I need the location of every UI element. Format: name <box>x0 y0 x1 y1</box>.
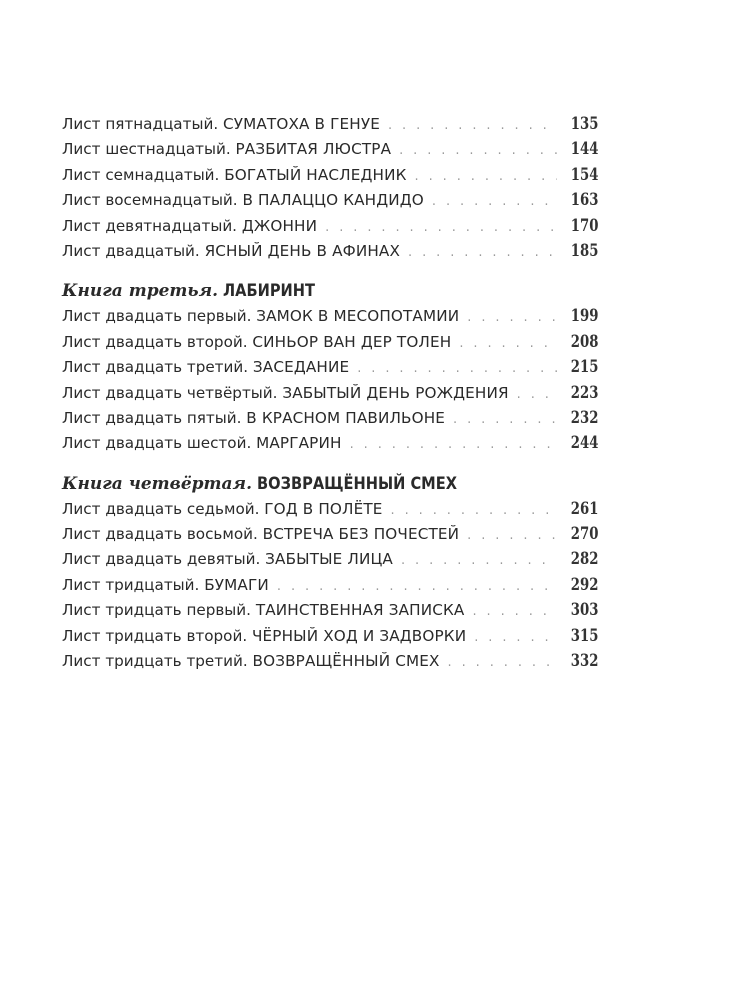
toc-entry <box>62 624 598 649</box>
toc-entry <box>62 304 598 329</box>
entry-page-number: 270 <box>570 524 598 545</box>
dot-leader <box>467 305 556 330</box>
entry-page-number: 208 <box>570 331 598 352</box>
toc-section <box>62 471 598 675</box>
dot-leader <box>453 407 556 432</box>
entry-title: МАРГАРИН <box>256 434 342 453</box>
entry-prefix: Лист тридцать третий. <box>62 652 248 671</box>
entry-title: В КРАСНОМ ПАВИЛЬОНЕ <box>246 408 446 427</box>
entry-page-number: 292 <box>570 574 598 595</box>
dot-leader <box>325 215 556 240</box>
toc-entry <box>62 137 598 162</box>
dot-leader <box>467 523 556 548</box>
dot-leader <box>399 138 556 163</box>
book-heading <box>62 278 598 304</box>
toc-entry <box>62 598 598 623</box>
entry-prefix: Лист тридцать второй. <box>62 626 248 645</box>
entry-prefix: Лист двадцать восьмой. <box>62 525 258 544</box>
entry-prefix: Лист двадцать четвёртый. <box>62 383 278 402</box>
dot-leader <box>459 331 556 356</box>
dot-leader <box>472 599 556 624</box>
toc-entry <box>62 406 598 431</box>
entry-page-number: 332 <box>570 651 598 672</box>
entry-title: ВСТРЕЧА БЕЗ ПОЧЕСТЕЙ <box>262 525 460 544</box>
entry-title: РАЗБИТАЯ ЛЮСТРА <box>235 140 392 159</box>
toc-section <box>62 112 598 264</box>
entry-page-number: 163 <box>570 190 598 211</box>
entry-page-number: 144 <box>570 139 598 160</box>
entry-prefix: Лист тридцать первый. <box>62 601 251 620</box>
entry-page-number: 170 <box>570 215 598 236</box>
toc-entry <box>62 188 598 213</box>
table-of-contents <box>62 112 598 674</box>
toc-entry <box>62 573 598 598</box>
entry-prefix: Лист семнадцатый. <box>62 165 220 184</box>
entry-prefix: Лист двадцать второй. <box>62 332 248 351</box>
entry-title: ЗАМОК В МЕСОПОТАМИИ <box>256 307 460 326</box>
entry-page-number: 185 <box>570 240 598 261</box>
entry-title: ГОД В ПОЛЁТЕ <box>264 499 383 518</box>
dot-leader <box>448 650 557 675</box>
entry-page-number: 282 <box>570 549 598 570</box>
dot-leader <box>277 574 557 599</box>
dot-leader <box>474 625 556 650</box>
dot-leader <box>388 113 557 138</box>
dot-leader <box>350 432 557 457</box>
dot-leader <box>391 498 557 523</box>
entry-title: ЧЁРНЫЙ ХОД И ЗАДВОРКИ <box>252 626 467 645</box>
entry-page-number: 215 <box>570 357 598 378</box>
entry-prefix: Лист двадцатый. <box>62 241 200 260</box>
entry-title: СИНЬОР ВАН ДЕР ТОЛЕН <box>252 332 452 351</box>
entry-prefix: Лист девятнадцатый. <box>62 216 238 235</box>
entry-page-number: 232 <box>570 407 598 428</box>
entry-title: ЗАБЫТЫЕ ЛИЦА <box>265 550 393 569</box>
entry-title: БОГАТЫЙ НАСЛЕДНИК <box>224 165 407 184</box>
dot-leader <box>401 548 557 573</box>
toc-entry <box>62 649 598 674</box>
entry-page-number: 315 <box>570 625 598 646</box>
toc-entry <box>62 239 598 264</box>
entry-page-number: 154 <box>570 164 598 185</box>
dot-leader <box>408 240 556 265</box>
entry-prefix: Лист двадцать девятый. <box>62 550 261 569</box>
entry-prefix: Лист восемнадцатый. <box>62 191 238 210</box>
toc-entry <box>62 163 598 188</box>
entry-prefix: Лист шестнадцатый. <box>62 140 231 159</box>
book-heading-name: ВОЗВРАЩЁННЫЙ СМЕХ <box>257 473 458 494</box>
toc-entry <box>62 497 598 522</box>
dot-leader <box>432 189 557 214</box>
entry-page-number: 244 <box>570 433 598 454</box>
book-heading-name: ЛАБИРИНТ <box>223 281 316 302</box>
toc-section <box>62 278 598 456</box>
entry-page-number: 223 <box>570 382 598 403</box>
entry-title: БУМАГИ <box>204 575 269 594</box>
entry-title: СУМАТОХА В ГЕНУЕ <box>222 115 380 133</box>
toc-entry <box>62 214 598 239</box>
entry-prefix: Лист двадцать шестой. <box>62 434 252 453</box>
book-heading-label: Книга третья. <box>62 281 219 302</box>
dot-leader <box>415 164 557 189</box>
entry-prefix: Лист двадцать третий. <box>62 358 249 377</box>
entry-title: ЗАБЫТЫЙ ДЕНЬ РОЖДЕНИЯ <box>282 383 509 402</box>
entry-title: ДЖОННИ <box>241 216 318 235</box>
toc-entry <box>62 355 598 380</box>
entry-title: ТАИНСТВЕННАЯ ЗАПИСКА <box>255 601 465 620</box>
toc-entry <box>62 522 598 547</box>
toc-entry <box>62 547 598 572</box>
toc-entry <box>62 431 598 456</box>
entry-title: ЗАСЕДАНИЕ <box>252 358 350 377</box>
toc-entry <box>62 381 598 406</box>
entry-prefix: Лист тридцатый. <box>62 575 200 594</box>
entry-prefix: Лист пятнадцатый. <box>62 115 219 133</box>
entry-page-number: 303 <box>570 600 598 621</box>
book-heading-label: Книга четвёртая. <box>62 473 252 494</box>
entry-title: ЯСНЫЙ ДЕНЬ В АФИНАХ <box>204 241 401 260</box>
book-heading <box>62 471 598 497</box>
dot-leader <box>517 382 557 407</box>
entry-title: ВОЗВРАЩЁННЫЙ СМЕХ <box>252 652 440 671</box>
entry-page-number: 135 <box>570 114 598 134</box>
entry-prefix: Лист двадцать первый. <box>62 307 252 326</box>
toc-entry <box>62 330 598 355</box>
entry-page-number: 199 <box>570 306 598 327</box>
entry-title: В ПАЛАЦЦО КАНДИДО <box>242 191 424 210</box>
toc-entry <box>62 112 598 137</box>
entry-prefix: Лист двадцать пятый. <box>62 408 242 427</box>
entry-page-number: 261 <box>570 498 598 519</box>
entry-prefix: Лист двадцать седьмой. <box>62 499 260 518</box>
dot-leader <box>357 356 556 381</box>
